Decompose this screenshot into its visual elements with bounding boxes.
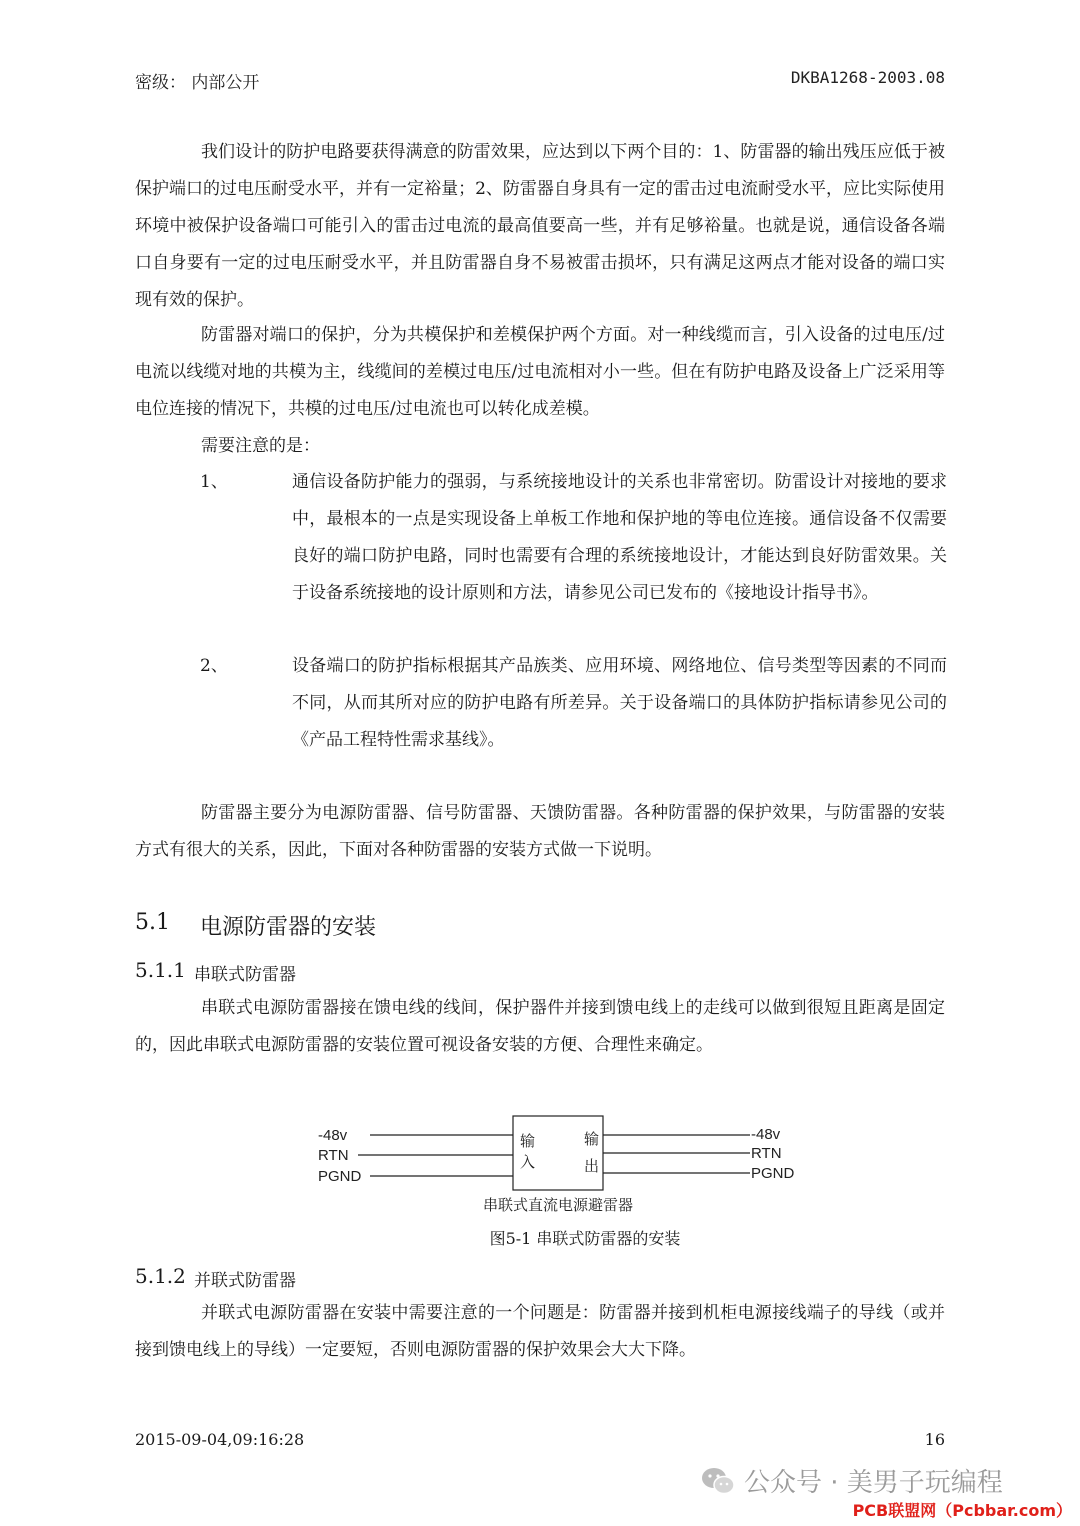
subsection-number: 5.1.1 xyxy=(135,958,186,982)
series-arrester-diagram xyxy=(300,1110,800,1220)
note-title: 需要注意的是： xyxy=(201,436,320,456)
site-watermark: PCB联盟网（Pcbbar.com） xyxy=(852,1501,1072,1520)
left-label: RTN xyxy=(318,1147,349,1164)
wechat-account-watermark: 公众号 · 美男子玩编程 xyxy=(744,1468,1003,1498)
right-label: -48v xyxy=(751,1126,781,1143)
box-input-char: 入 xyxy=(520,1153,536,1171)
paragraph-series-arrester: 串联式电源防雷器接在馈电线的线间，保护器件并接到馈电线上的走线可以做到很短且距离是固定的，因此串联式电源防雷器的安装位置可视设备安装的方便、合理性来确定。 xyxy=(135,998,945,1055)
paragraph-objectives: 我们设计的防护电路要获得满意的防雷效果，应达到以下两个目的：1、防雷器的输出残压应低于被保护端口的过电压耐受水平，并有一定裕量；2、防雷器自身具有一定的雷击过电流耐受水平，应比实际使用环境中被保护设备端口可能引入的雷击过电流的最高值要高一些，并有足够裕量。也就是说，通信设备各端口自身要有一定的过电压耐受水平，并且防雷器自身不易被雷击损坏，只有满足这两点才能对设备的端口实现有效的保护。 xyxy=(135,142,945,310)
left-label: -48v xyxy=(318,1127,348,1144)
subsection-number: 5.1.2 xyxy=(135,1264,186,1288)
paragraph-parallel-arrester: 并联式电源防雷器在安装中需要注意的一个问题是：防雷器并接到机柜电源接线端子的导线（或并接到馈电线上的导线）一定要短，否则电源防雷器的保护效果会大大下降。 xyxy=(135,1303,945,1360)
section-title: 电源防雷器的安装 xyxy=(200,915,377,940)
document-id: DKBA1268-2003.08 xyxy=(790,68,945,87)
paragraph-arrester-types: 防雷器主要分为电源防雷器、信号防雷器、天馈防雷器。各种防雷器的保护效果，与防雷器的安装方式有很大的关系，因此，下面对各种防雷器的安装方式做一下说明。 xyxy=(135,803,945,860)
list-item-text: 设备端口的防护指标根据其产品族类、应用环境、网络地位、信号类型等因素的不同而不同，从而其所对应的防护电路有所差异。关于设备端口的具体防护指标请参见公司的《产品工程特性需求基线》。 xyxy=(292,656,947,750)
box-input-char: 输 xyxy=(520,1132,536,1150)
subsection-title: 并联式防雷器 xyxy=(194,1271,296,1291)
list-item-number: 1、 xyxy=(200,472,228,492)
subsection-title: 串联式防雷器 xyxy=(194,965,296,985)
figure-caption: 图5-1 串联式防雷器的安装 xyxy=(489,1229,681,1248)
left-label: PGND xyxy=(318,1168,362,1185)
section-number: 5.1 xyxy=(135,910,170,935)
timestamp: 2015-09-04,09:16:28 xyxy=(135,1430,305,1449)
page-number: 16 xyxy=(924,1430,945,1449)
list-item-text: 通信设备防护能力的强弱，与系统接地设计的关系也非常密切。防雷设计对接地的要求中，最根本的一点是实现设备上单板工作地和保护地的等电位连接。通信设备不仅需要良好的端口防护电路，同时也需要有合理的系统接地设计，才能达到良好防雷效果。关于设备系统接地的设计原则和方法，请参见公司已发布的《接地设计指导书》。 xyxy=(292,472,947,603)
right-label: PGND xyxy=(751,1165,795,1182)
classification-label: 密级： 内部公开 xyxy=(135,73,260,93)
device-label: 串联式直流电源避雷器 xyxy=(482,1196,634,1214)
box-output-char: 输 xyxy=(584,1130,600,1148)
wechat-icon xyxy=(700,1466,736,1496)
paragraph-common-differential: 防雷器对端口的保护，分为共模保护和差模保护两个方面。对一种线缆而言，引入设备的过电压/过电流以线缆对地的共模为主，线缆间的差模过电压/过电流相对小一些。但在有防护电路及设备上广泛采用等电位连接的情况下，共模的过电压/过电流也可以转化成差模。 xyxy=(135,325,945,419)
right-label: RTN xyxy=(751,1145,782,1162)
box-output-char: 出 xyxy=(584,1157,600,1175)
list-item-number: 2、 xyxy=(200,656,228,676)
